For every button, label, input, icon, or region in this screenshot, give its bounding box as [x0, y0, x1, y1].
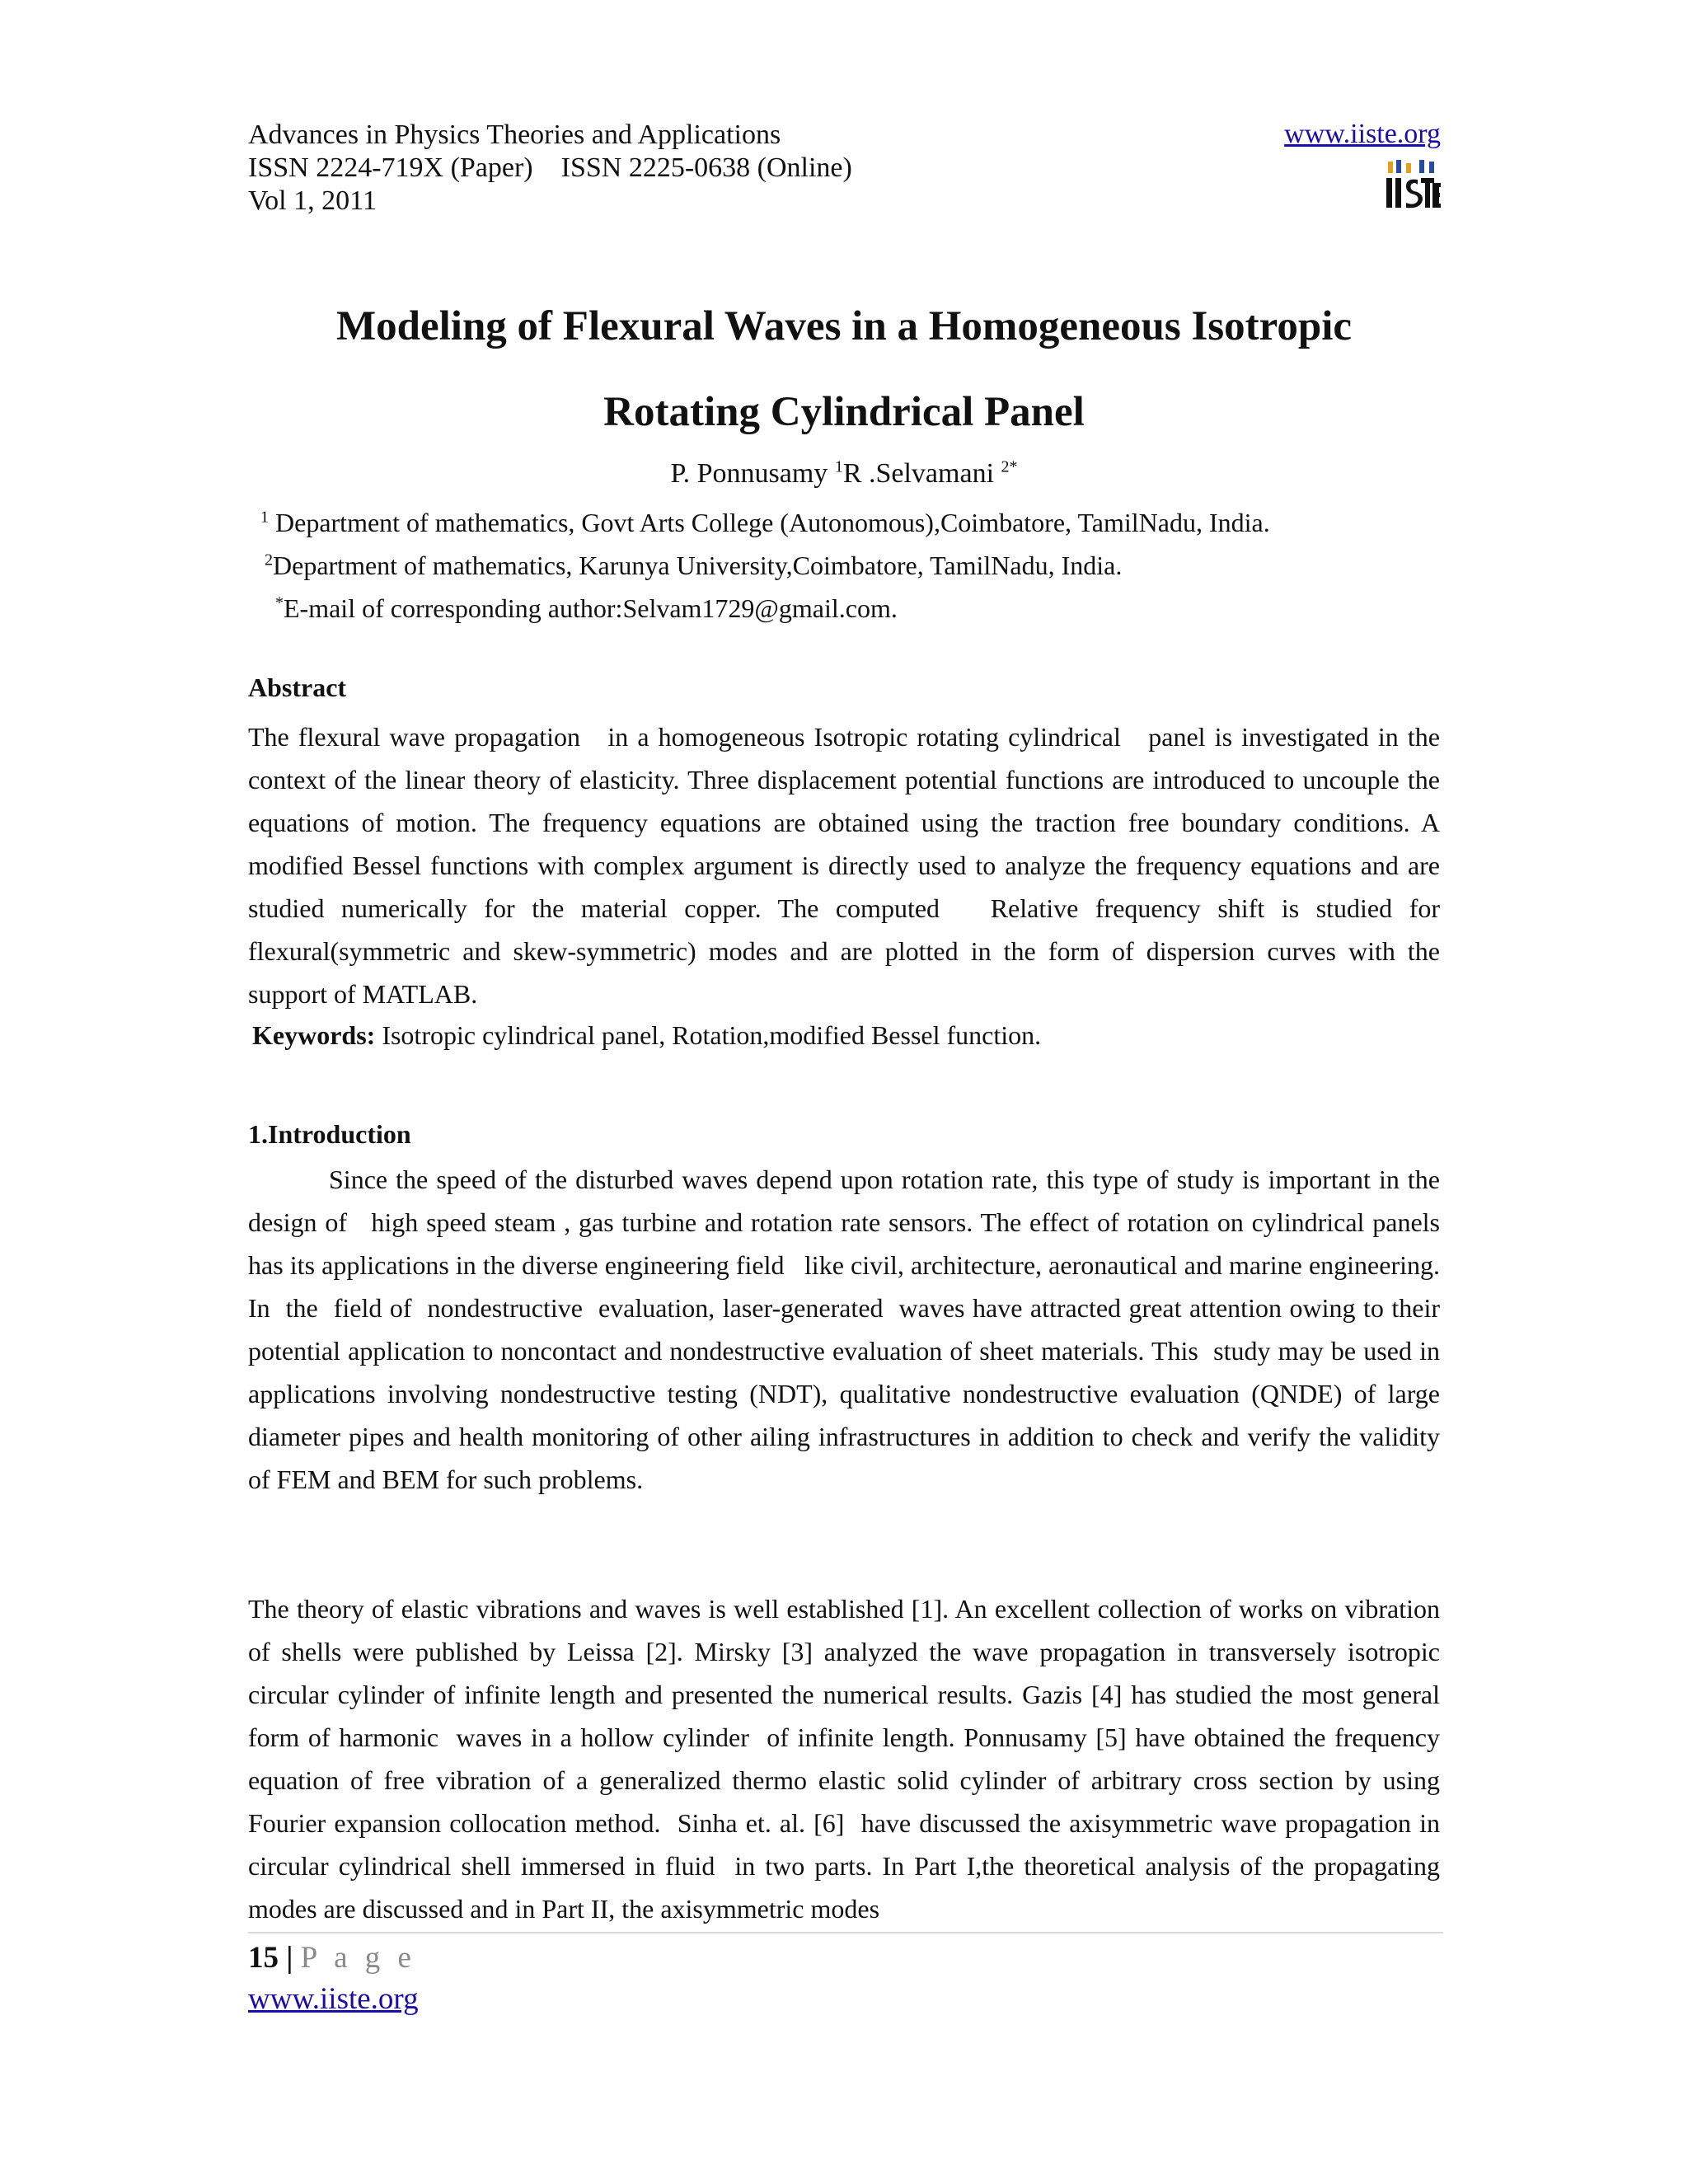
- volume-line: Vol 1, 2011: [248, 185, 377, 216]
- introduction-paragraph-2: The theory of elastic vibrations and waves is well established [1]. An excellent collection of works on vibration of shells were published by Leissa [2]. Mirsky [3] analyzed the wave propagation in transversely isotropic circular cylinder of infinite length and presented the numerical results. Gazis [4] has studied the most general form of harmonic waves in a hollow cylinder of infinite length. Ponnusamy [5] have obtained the frequency equation of free vibration of a generalized thermo elastic solid cylinder of arbitrary cross section by using Fourier expansion collocation method. Sinha et. al. [6] have discussed the axisymmetric wave propagation in circular cylindrical shell immersed in fluid in two parts. In Part I,the theoretical analysis of the propagating modes are discussed and in Part II, the axisymmetric modes: [248, 1594, 1447, 1924]
- footer-website-link[interactable]: www.iiste.org: [248, 1982, 419, 2016]
- keywords-label: Keywords:: [252, 1020, 376, 1050]
- author-1: P. Ponnusamy: [670, 458, 835, 489]
- author-2-mark: 2*: [1001, 457, 1018, 476]
- corresponding-email: [275, 592, 898, 625]
- affiliation-2: [265, 549, 1122, 582]
- affiliation-1-mark: 1: [260, 508, 269, 527]
- affiliation-2-mark: 2: [265, 551, 273, 569]
- paper-title-line2: Rotating Cylindrical Panel: [603, 389, 1085, 435]
- keywords-text: Isotropic cylindrical panel, Rotation,modified Bessel function.: [375, 1020, 1042, 1050]
- issn-line: ISSN 2224-719X (Paper) ISSN 2225-0638 (Online): [248, 152, 852, 183]
- corresponding-mark: *: [275, 593, 284, 612]
- abstract-heading: Abstract: [248, 673, 347, 702]
- author-1-mark: 1: [834, 457, 843, 476]
- affiliation-1-text: Department of mathematics, Govt Arts College (Autonomous),Coimbatore, TamilNadu, India.: [269, 508, 1270, 537]
- page-number: [248, 1940, 416, 1975]
- page-number-separator: |: [279, 1941, 301, 1975]
- footer-divider: [248, 1932, 1443, 1933]
- corresponding-email-text: E-mail of corresponding author:Selvam1729@gmail.com.: [284, 593, 898, 623]
- iiste-logo: [1385, 158, 1441, 214]
- abstract-text: The flexural wave propagation in a homogeneous Isotropic rotating cylindrical panel is investigated in the context of the linear theory of elasticity. Three displacement potential functions are introduced to uncouple the equations of motion. The frequency equations are obtained using the traction free boundary conditions. A modified Bessel functions with complex argument is directly used to analyze the frequency equations and are studied numerically for the material copper. The computed Relative frequency shift is studied for flexural(symmetric and skew-symmetric) modes and are plotted in the form of dispersion curves with the support of MATLAB.: [248, 722, 1447, 1009]
- header-website-link[interactable]: www.iiste.org: [1284, 119, 1441, 149]
- introduction-heading: 1.Introduction: [248, 1119, 411, 1149]
- affiliation-2-text: Department of mathematics, Karunya University,Coimbatore, TamilNadu, India.: [273, 551, 1123, 580]
- paper-title-line1: Modeling of Flexural Waves in a Homogeneous Isotropic: [335, 303, 1353, 349]
- introduction-paragraph-1: Since the speed of the disturbed waves depend upon rotation rate, this type of study is important in the design of high speed steam , gas turbine and rotation rate sensors. The effect of rotation on cylindrical panels has its applications in the diverse engineering field like civil, architecture, aeronautical and marine engineering. In the field of nondestructive evaluation, laser-generated waves have attracted great attention owing to their potential application to noncontact and nondestructive evaluation of sheet materials. This study may be used in applications involving nondestructive testing (NDT), qualitative nondestructive evaluation (QNDE) of large diameter pipes and health monitoring of other ailing infrastructures in addition to check and verify the validity of FEM and BEM for such problems.: [248, 1165, 1447, 1494]
- journal-name: Advances in Physics Theories and Applications: [248, 120, 781, 150]
- author-2: R .Selvamani: [842, 458, 1001, 489]
- page-label: P a g e: [300, 1941, 416, 1975]
- page-number-value: 15: [248, 1941, 279, 1975]
- authors-line: [248, 458, 1440, 490]
- affiliation-1: [260, 506, 1270, 539]
- keywords-line: [252, 1020, 1041, 1051]
